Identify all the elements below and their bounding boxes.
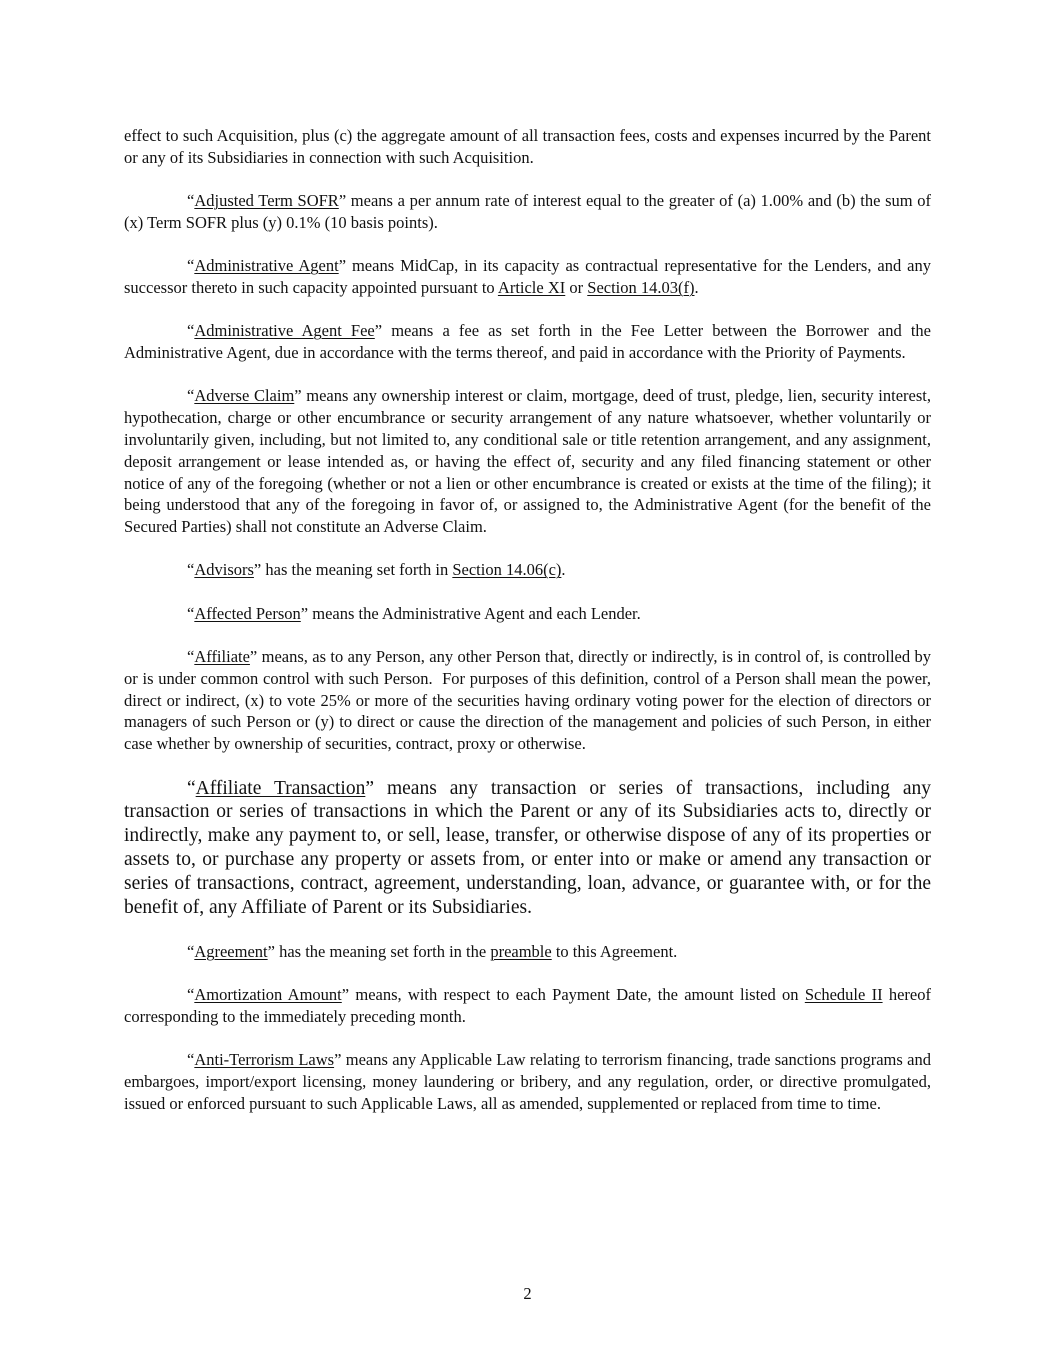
defined-term: Agreement [194,941,268,961]
defined-term: Affected Person [194,603,301,623]
definition-text: ” means any transaction or series of transactions, including any transaction or series of transactions in which the Parent or any of its Subsidiaries acts to, directly or indirectly, make any payment to, or sell, lease, transfer, or otherwise dispose of any of its properties or assets to, or purchase any property or assets from, or enter into or make or amend any transaction or series of transactions, contract, agreement, understanding, loan, advance, or guarantee with, or for the benefit of, any Affiliate of Parent or its Subsidiaries. [124,777,931,918]
page-body [124,125,936,1115]
definition-text: or [565,277,588,297]
paragraph-text: effect to such Acquisition, plus (c) the aggregate amount of all transaction fees, costs and expenses incurred by the Parent or any of its Subsidiaries in connection with such Acquisition. [124,126,931,167]
definition-affected-person: “Affected Person” means the Administrative Agent and each Lender. [187,603,641,623]
definition-text: to this Agreement. [551,941,678,961]
definition-administrative-agent-fee: “Administrative Agent Fee” means a fee as set forth in the Fee Letter between the Borrower and the Administrative Agent, due in accordance with the terms thereof, and paid in accordance with the Priority of Payments. [124,321,931,363]
cross-reference-section-14-03f: Section 14.03(f) [587,277,695,297]
definition-adjusted-term-sofr: “Adjusted Term SOFR” means a per annum rate of interest equal to the greater of (a) 1.00% and (b) the sum of (x) Term SOFR plus (y) 0.1% (10 basis points). [124,191,931,232]
definition-affiliate: “Affiliate” means, as to any Person, any other Person that, directly or indirectly, is in control of, is controlled by or is under common control with such Person. For purposes of this definition, control of a Person shall mean the power, direct or indirect, (x) to vote 25% or more of the securities having ordinary voting power for the election of directors or managers of such Person or (y) to direct or cause the direction of the management and policies of such Person, in either case whether by ownership of securities, contract, proxy or otherwise. [124,647,936,754]
definition-text: ” means MidCap, in its capacity as contractual representative for the Lenders, and any successor thereto in such capacity appointed pursuant to [124,256,931,297]
definition-text: hereof corresponding to the immediately preceding month. [124,985,931,1026]
cross-reference-article-xi: Article XI [497,277,566,297]
defined-term: Amortization Amount [194,985,342,1005]
definition-affiliate-transaction: “Affiliate Transaction” means any transaction or series of transactions, including any transaction or series of transactions in which the Parent or any of its Subsidiaries acts to, directly or indirectly, make any payment to, or sell, lease, transfer, or otherwise dispose of any of its properties or assets to, or purchase any property or assets from, or enter into or make or amend any transaction or series of transactions, contract, agreement, understanding, loan, advance, or guarantee with, or for the benefit of, any Affiliate of Parent or its Subsidiaries. [124,777,931,918]
definition-text: ” means a fee as set forth in the Fee Letter between the Borrower and the Administrative Agent, due in accordance with the terms thereof, and paid in accordance with the Priority of Payments. [124,321,931,363]
defined-term: Affiliate Transaction [195,777,366,799]
definition-text: ” means any Applicable Law relating to terrorism financing, trade sanctions programs and embargoes, import/export licensing, money laundering or bribery, and any regulation, order, or directive promulgated, issued or enforced pursuant to such Applicable Laws, all as amended, supplemented or replaced from time to time. [124,1050,931,1113]
definition-text: ” means, with respect to each Payment Date, the amount listed on [341,985,805,1005]
definition-adverse-claim: “Adverse Claim” means any ownership interest or claim, mortgage, deed of trust, pledge, lien, security interest, hypothecation, charge or other encumbrance or security arrangement of any nature whatsoever, whether voluntarily or involuntarily given, including, but not limited to, any conditional sale or title retention arrangement, and any assignment, deposit arrangement or lease intended as, or having the effect of, security and any filed financing statement or other notice of any of the foregoing (whether or not a lien or other encumbrance is created or exists at the time of the filing); it being understood that any of the foregoing in favor of, or assigned to, the Administrative Agent (for the benefit of the Secured Parties) shall not constitute an Adverse Claim. [124,386,931,537]
defined-term: Anti-Terrorism Laws [194,1050,335,1070]
defined-term: Administrative Agent Fee [194,321,375,341]
definition-text: ” means a per annum rate of interest equal to the greater of (a) 1.00% and (b) the sum of (x) Term SOFR plus (y) 0.1% (10 basis points). [124,191,931,232]
cross-reference-section-14-06c: Section 14.06(c) [452,560,562,580]
definition-advisors: “Advisors” has the meaning set forth in Section 14.06(c). [187,560,566,580]
page-number: 2 [523,1284,532,1303]
definition-text: . [694,277,699,297]
cross-reference-schedule-ii: Schedule II [804,985,883,1005]
continuation-paragraph [124,125,931,169]
definition-text: . [561,560,566,580]
cross-reference-preamble: preamble [490,941,552,961]
definition-amortization-amount: “Amortization Amount” means, with respect to each Payment Date, the amount listed on Schedule II hereof corresponding to the immediately preceding month. [124,985,931,1026]
defined-term: Adjusted Term SOFR [194,191,339,211]
definition-anti-terrorism-laws: “Anti-Terrorism Laws” means any Applicable Law relating to terrorism financing, trade sanctions programs and embargoes, import/export licensing, money laundering or bribery, and any regulation, order, or directive promulgated, issued or enforced pursuant to such Applicable Laws, all as amended, supplemented or replaced from time to time. [124,1050,931,1113]
defined-term: Administrative Agent [194,256,339,276]
definition-administrative-agent: “Administrative Agent” means MidCap, in its capacity as contractual representative for the Lenders, and any successor thereto in such capacity appointed pursuant to Article XI or Section 14.03(f). [124,256,931,297]
definition-agreement: “Agreement” has the meaning set forth in the preamble to this Agreement. [187,941,678,961]
definition-text: ” has the meaning set forth in [253,560,453,580]
definition-text: ” means the Administrative Agent and each Lender. [300,603,641,623]
definition-text: ” means, as to any Person, any other Person that, directly or indirectly, is in control of, is controlled by or is under common control with such Person. For purposes of this definition, control of a Person shall mean the power, direct or indirect, (x) to vote 25% or more of the securities having ordinary voting power for the election of directors or managers of such Person or (y) to direct or cause the direction of the management and policies of such Person, in either case whether by ownership of securities, contract, proxy or otherwise. [124,647,936,754]
definition-text: ” has the meaning set forth in the [267,941,491,961]
definition-text: ” means any ownership interest or claim, mortgage, deed of trust, pledge, lien, security interest, hypothecation, charge or other encumbrance or security arrangement of any nature whatsoever, whether voluntarily or involuntarily given, including, but not limited to, any conditional sale or title retention arrangement, and any assignment, deposit arrangement or lease intended as, or having the effect of, security and any filed financing statement or other notice of any of the foregoing (whether or not a lien or other encumbrance is created or exists at the time of the filing); it being understood that any of the foregoing in favor of, or assigned to, the Administrative Agent (for the benefit of the Secured Parties) shall not constitute an Adverse Claim. [124,386,931,537]
defined-term: Advisors [194,560,254,580]
defined-term: Affiliate [194,647,250,667]
defined-term: Adverse Claim [194,386,295,406]
